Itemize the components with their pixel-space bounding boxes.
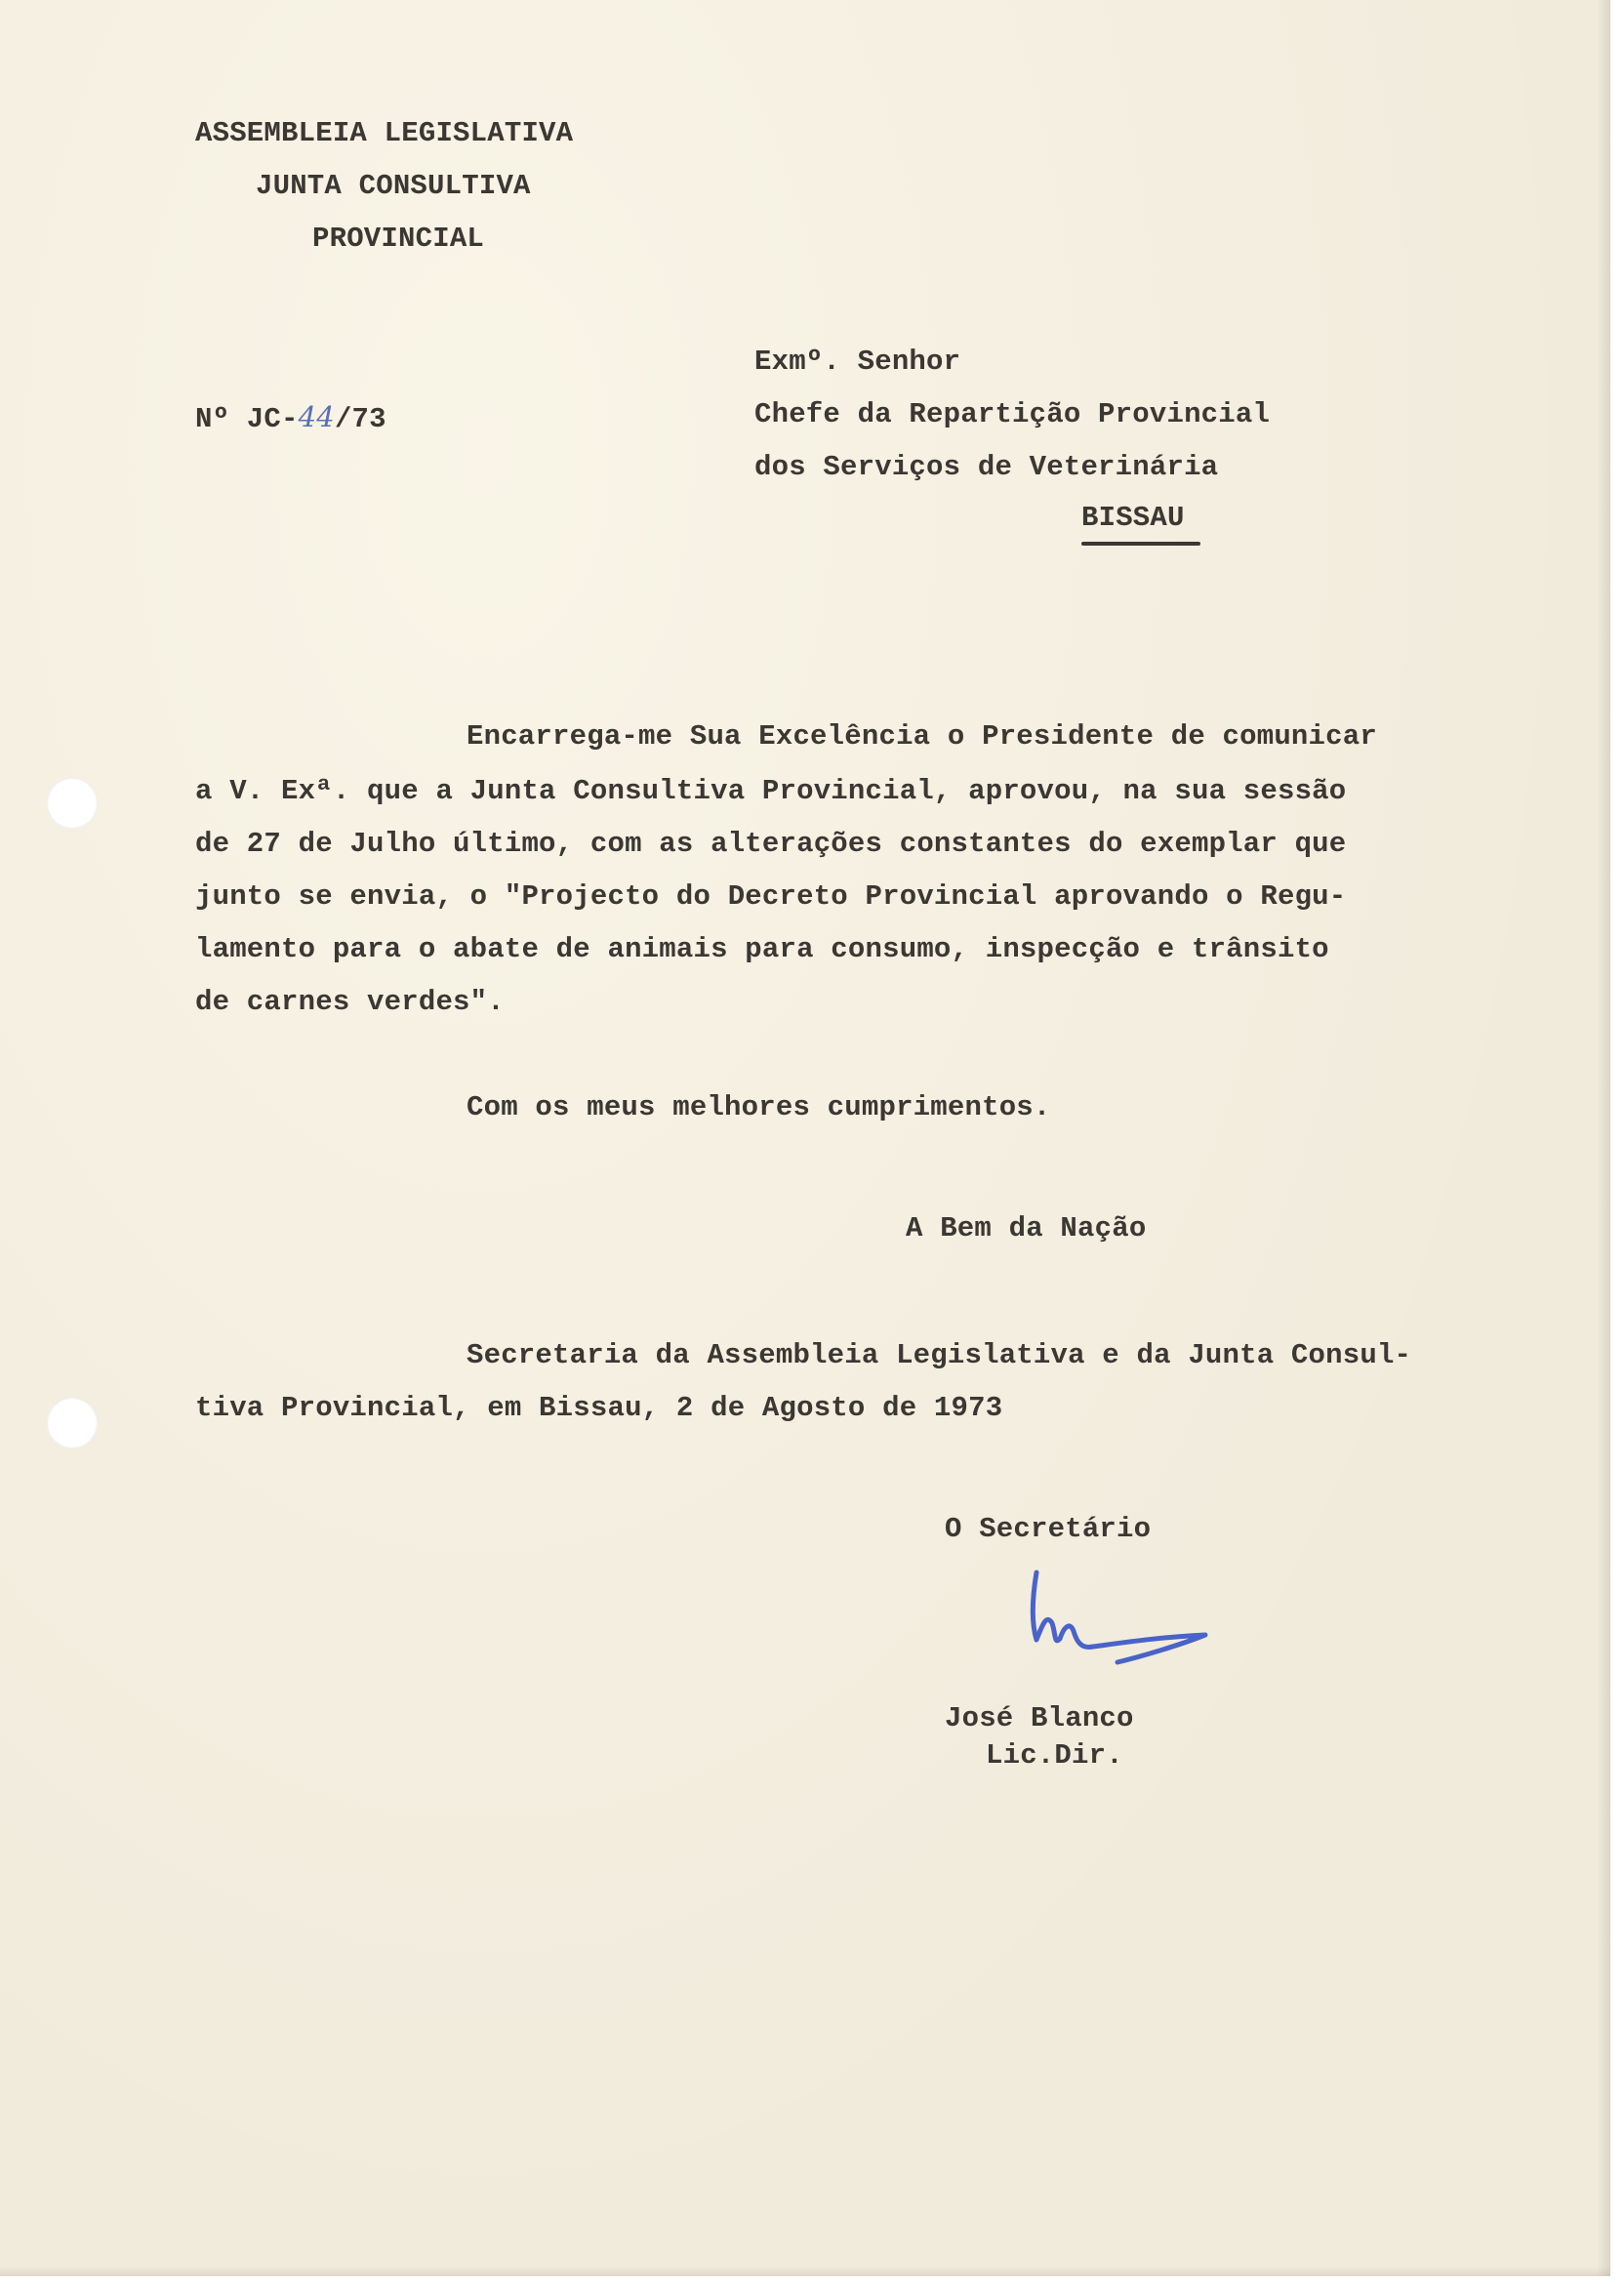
reference-number [195,390,386,446]
place-date-line-2: tiva Provincial, em Bissau, 2 de Agosto de 1973 [195,1392,1003,1424]
closing-line: Com os meus melhores cumprimentos. [467,1091,1051,1123]
letterhead-line-2: JUNTA CONSULTIVA [256,170,531,202]
paragraph-line: lamento para o abate de animais para consumo, inspecção e trânsito [195,933,1329,965]
letterhead-line-3: PROVINCIAL [312,223,485,255]
signatory-title: O Secretário [945,1513,1152,1545]
addressee-line-1: Chefe da Repartição Provincial [754,398,1271,430]
paragraph-line: Encarrega-me Sua Excelência o Presidente de comunicar [467,720,1377,753]
page-edge-shadow [1597,0,1610,2276]
letterhead-line-1: ASSEMBLEIA LEGISLATIVA [195,117,574,149]
paragraph-line: de carnes verdes". [195,986,505,1018]
punch-hole-bottom [47,1398,98,1448]
paragraph-line: junto se envia, o "Projecto do Decreto Provincial aprovando o Regu- [195,880,1347,913]
paragraph-line: de 27 de Julho último, com as alterações constantes do exemplar que [195,828,1347,860]
signatory-credential: Lic.Dir. [986,1739,1123,1772]
city-underline [1081,542,1200,546]
handwritten-signature [1025,1567,1220,1674]
reference-number-handwritten: 44 [298,400,335,433]
paragraph-line: a V. Exª. que a Junta Consultiva Provincial, aprovou, na sua sessão [195,775,1347,807]
addressee-line-2: dos Serviços de Veterinária [754,451,1219,483]
motto: A Bem da Nação [906,1212,1147,1244]
addressee-salutation: Exmº. Senhor [754,346,961,378]
page-bottom-shadow [0,2266,1610,2276]
punch-hole-top [47,778,98,829]
addressee-city: BISSAU [1081,502,1185,534]
signatory-name: José Blanco [945,1702,1134,1734]
reference-prefix: Nº JC- [195,403,299,435]
reference-suffix: /73 [334,403,386,435]
place-date-line-1: Secretaria da Assembleia Legislativa e da Junta Consul- [467,1339,1412,1371]
